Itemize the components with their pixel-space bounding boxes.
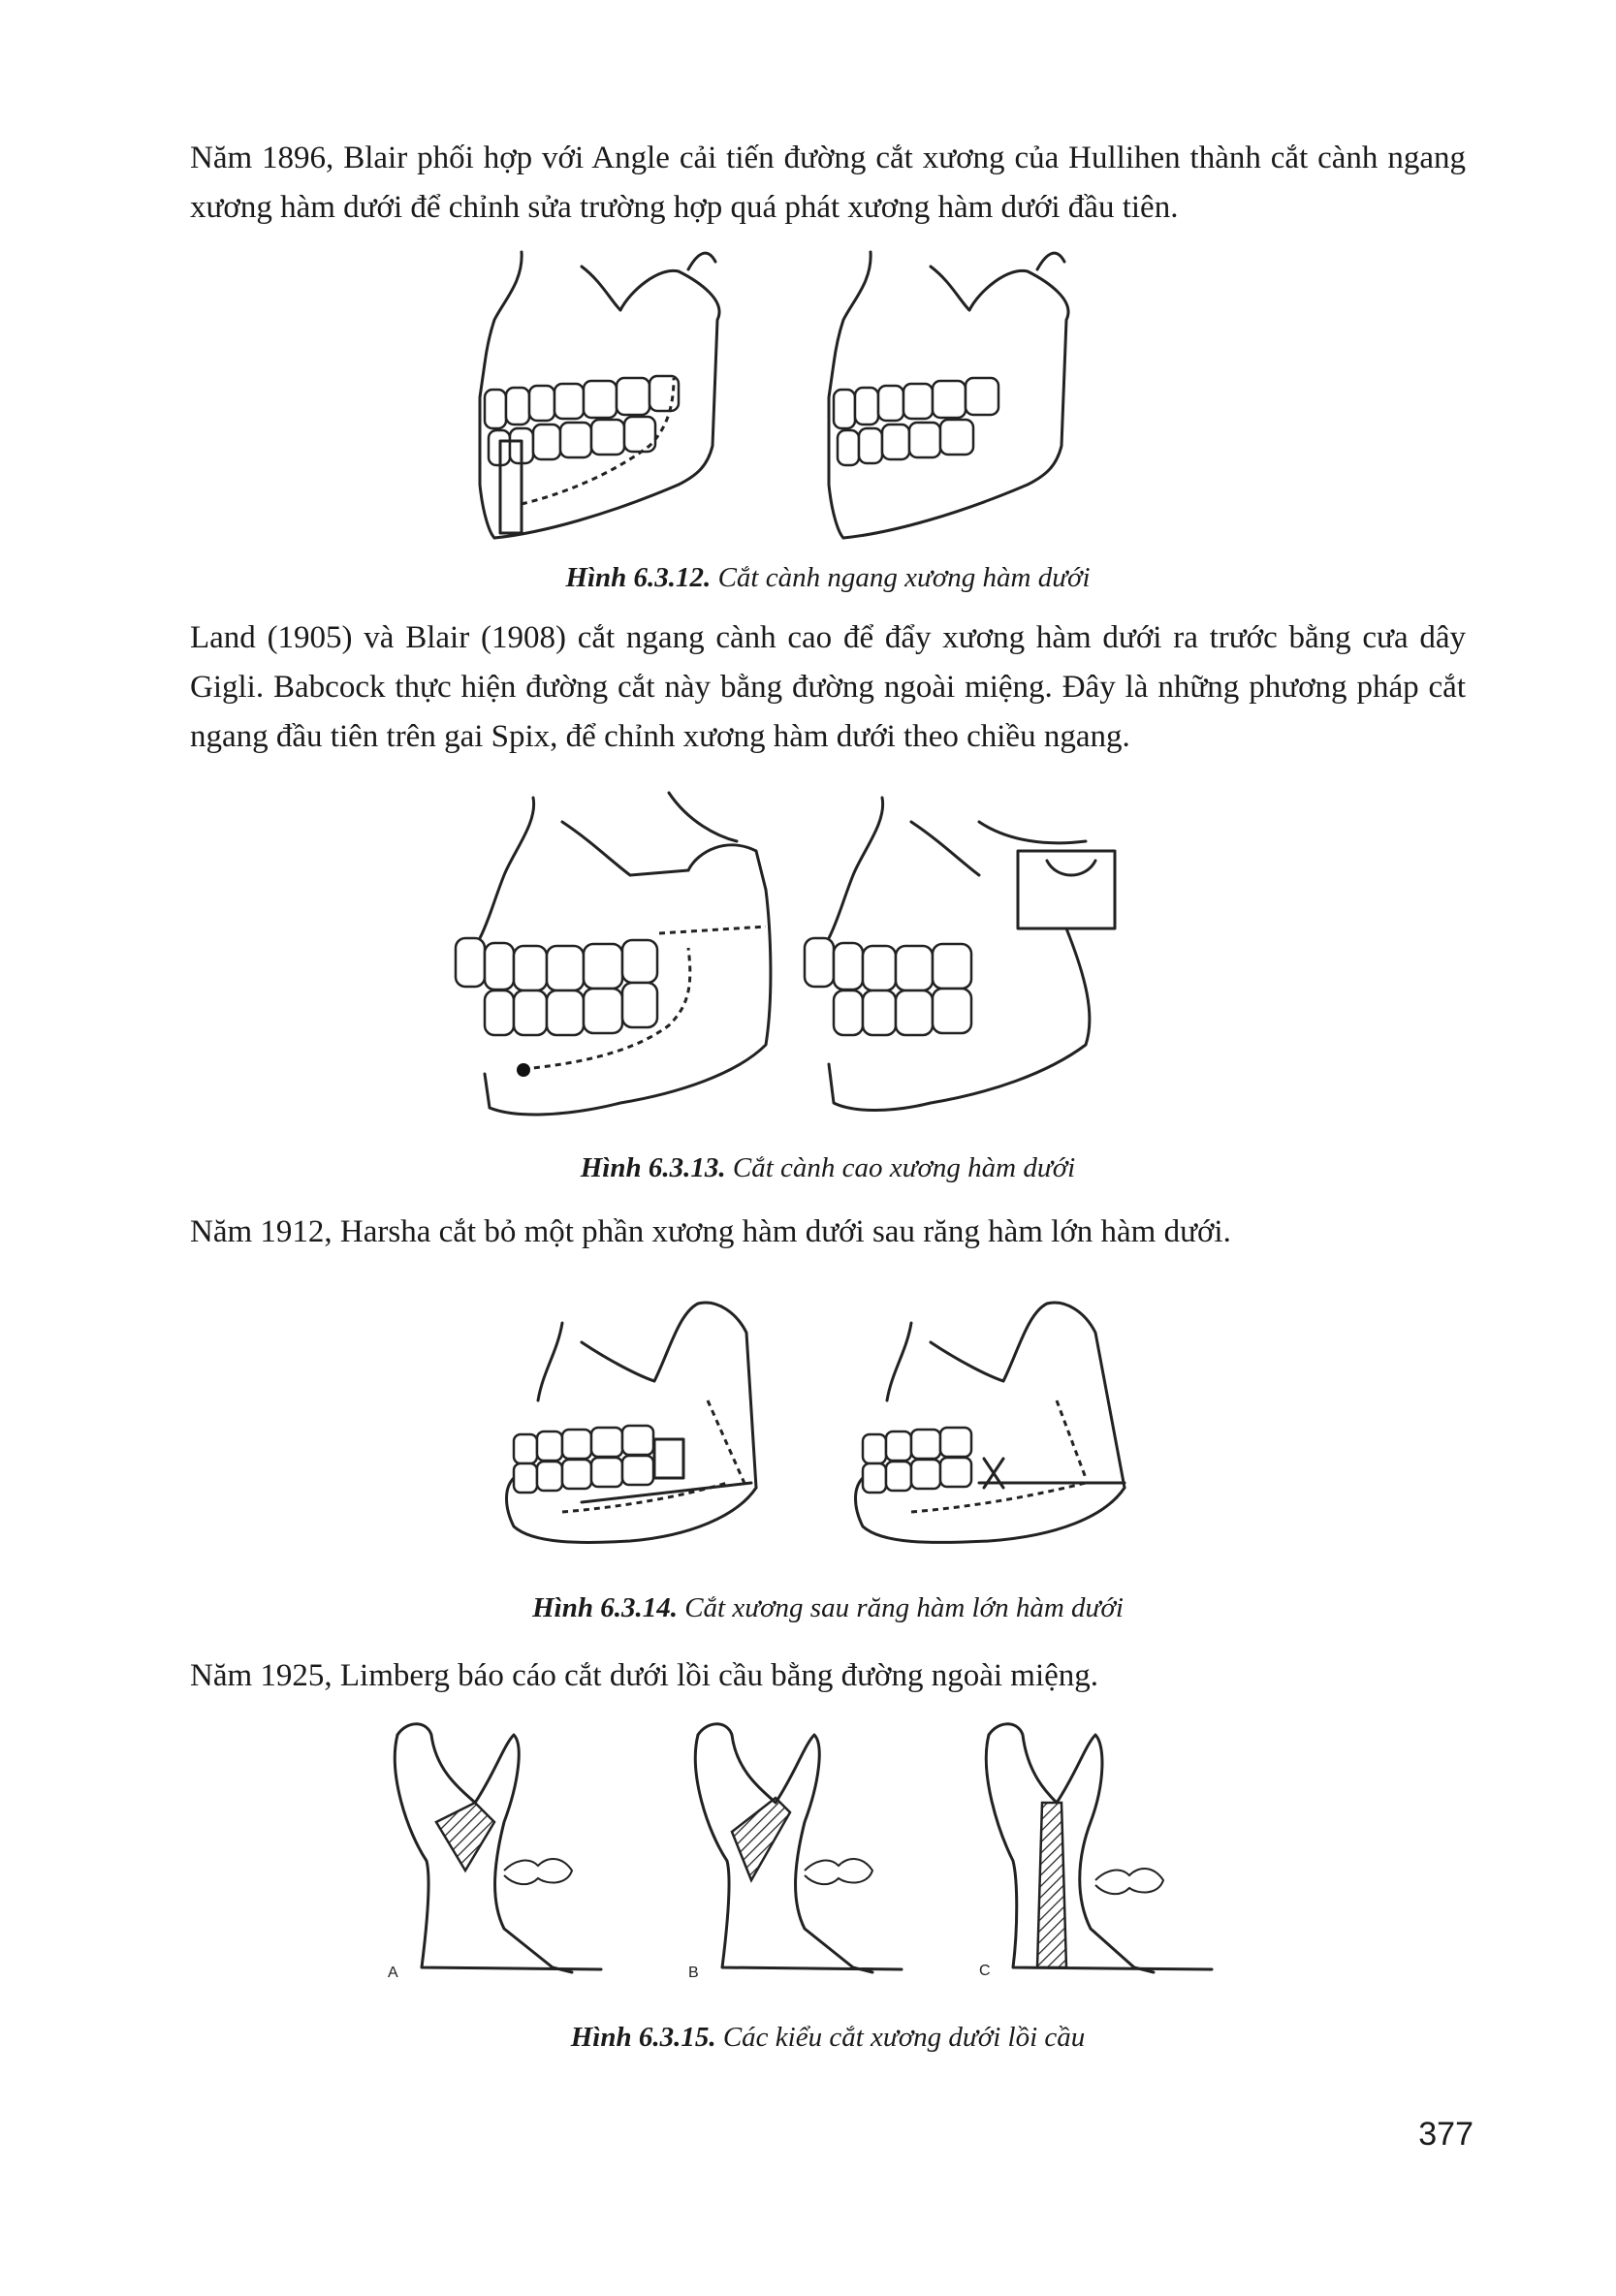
paragraph-harsha: Năm 1912, Harsha cắt bỏ một phần xương hàm dưới sau răng hàm lớn hàm dưới. (190, 1214, 1231, 1249)
figure-caption-6-3-14: Hình 6.3.14. Cắt xương sau răng hàm lớn hàm dưới (532, 1592, 1124, 1623)
figure-6-3-14-illustration (485, 1294, 1154, 1556)
figure-caption-6-3-13: Hình 6.3.13. Cắt cành cao xương hàm dưới (580, 1152, 1076, 1183)
page-number: 377 (1418, 2116, 1473, 2153)
figure-caption-6-3-12: Hình 6.3.12. Cắt cành ngang xương hàm dưới (565, 562, 1091, 593)
figure-6-3-13-illustration (446, 783, 1125, 1142)
panel-label-a: A (388, 1965, 398, 1981)
figure-caption-6-3-15: Hình 6.3.15. Các kiểu cắt xương dưới lồi cầu (570, 2022, 1086, 2053)
paragraph-blair-angle: Năm 1896, Blair phối hợp với Angle cải tiến đường cắt xương của Hullihen thành cắt cành ngang xương hàm dưới để chỉnh sửa trường hợp quá phát xương hàm dưới đầu tiên. (190, 141, 1466, 225)
panel-label-b: B (688, 1965, 699, 1981)
figure-6-3-15-illustration (378, 1715, 1251, 1997)
figure-6-3-12-illustration (465, 242, 1163, 543)
paragraph-limberg: Năm 1925, Limberg báo cáo cắt dưới lồi cầu bằng đường ngoài miệng. (190, 1658, 1099, 1693)
panel-label-c: C (979, 1963, 991, 1979)
paragraph-land-blair: Land (1905) và Blair (1908) cắt ngang cành cao để đẩy xương hàm dưới ra trước bằng cưa dây Gigli. Babcock thực hiện đường cắt này bằng đường ngoài miệng. Đây là những phương pháp cắt ngang đầu tiên trên gai Spix, để chỉnh xương hàm dưới theo chiều ngang. (190, 620, 1466, 754)
